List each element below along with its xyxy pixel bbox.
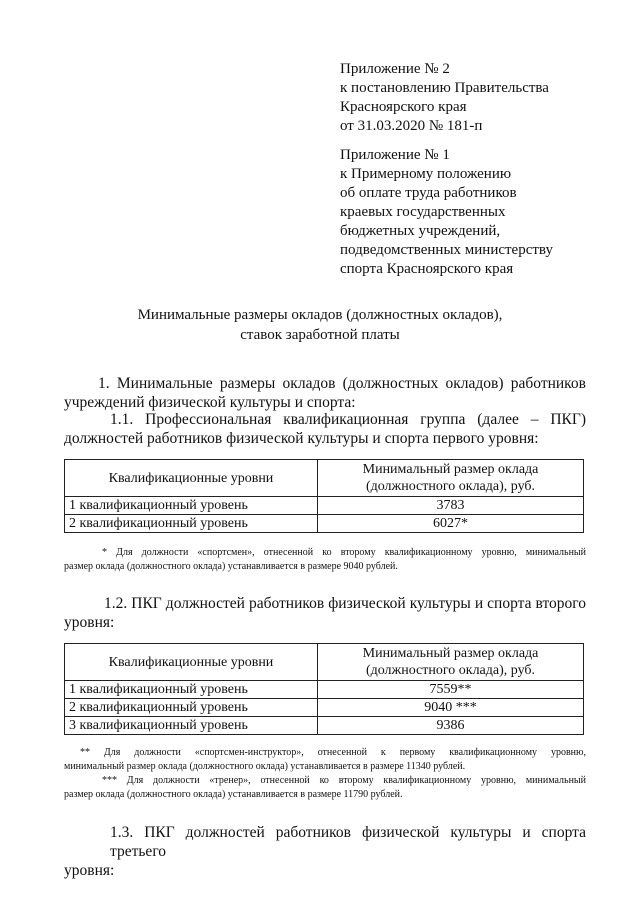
- paragraph-line: уровня:: [64, 862, 115, 879]
- title-line: ставок заработной платы: [240, 327, 400, 343]
- level-cell: 3 квалификационный уровень: [65, 717, 318, 735]
- salary-cell: 7559**: [318, 681, 584, 699]
- table-row: [65, 699, 584, 717]
- appendix-1-line: спорта Красноярского края: [340, 261, 514, 277]
- level-cell: 1 квалификационный уровень: [65, 681, 318, 699]
- header-salary-line: (должностного оклада), руб.: [365, 663, 536, 678]
- salary-table-level-2: [64, 643, 584, 735]
- appendix-1-header: [340, 146, 553, 279]
- salary-cell: 6027*: [318, 515, 584, 533]
- section-1-1-paragraph: [64, 410, 586, 448]
- table-row: [65, 681, 584, 699]
- title-line: Минимальные размеры окладов (должностных окладов),: [137, 307, 503, 323]
- appendix-2-date: от 31.03.2020 № 181-п: [340, 118, 483, 134]
- footnote-line: минимальный размер оклада (должностного оклада) устанавливается в размере 11340 рублей.: [64, 761, 466, 772]
- header-salary-line: Минимальный размер оклада: [362, 462, 539, 477]
- paragraph-line: уровня:: [64, 614, 115, 631]
- footnote-line: размер оклада (должностного оклада) устанавливается в размере 9040 рублей.: [64, 561, 398, 572]
- appendix-1-line: бюджетных учреждений,: [340, 223, 501, 239]
- footnote-line: ** Для должности «спортсмен-инструктор», отнесенной к первому квалификационному уровню,: [80, 747, 586, 758]
- appendix-1-title: Приложение № 1: [340, 147, 450, 163]
- appendix-2-title: Приложение № 2: [340, 61, 450, 77]
- salary-cell: 9386: [318, 717, 584, 735]
- paragraph-line: 1.2. ПКГ должностей работников физической культуры и спорта второго: [104, 595, 586, 612]
- paragraph-line: 1. Минимальные размеры окладов (должностных окладов) работников: [98, 375, 586, 392]
- header-level-cell: Квалификационные уровни: [65, 644, 318, 681]
- footnote-line: *** Для должности «тренер», отнесенной ко второму квалификационному уровню, минимальный: [102, 775, 586, 786]
- salary-cell: 9040 ***: [318, 699, 584, 717]
- appendix-2-line: к постановлению Правительства: [340, 80, 549, 96]
- document-title: [0, 305, 640, 345]
- table-row: [65, 717, 584, 735]
- salary-cell: 3783: [318, 497, 584, 515]
- table-header-row: [65, 644, 584, 681]
- table-row: [65, 515, 584, 533]
- table-header-row: [65, 460, 584, 497]
- level-cell: 2 квалификационный уровень: [65, 515, 318, 533]
- header-salary-cell: [318, 460, 584, 497]
- appendix-1-line: подведомственных министерству: [340, 242, 553, 258]
- appendix-1-line: к Примерному положению: [340, 166, 512, 182]
- section-1-3-paragraph: [64, 823, 586, 880]
- appendix-2-line: Красноярского края: [340, 99, 467, 115]
- appendix-1-line: об оплате труда работников: [340, 185, 517, 201]
- salary-table-level-1: [64, 459, 584, 533]
- header-salary-line: (должностного оклада), руб.: [365, 479, 536, 494]
- paragraph-line: 1.1. Профессиональная квалификационная группа (далее – ПКГ): [110, 411, 586, 428]
- footnote-2: [64, 746, 586, 802]
- level-cell: 2 квалификационный уровень: [65, 699, 318, 717]
- header-salary-line: Минимальный размер оклада: [362, 646, 539, 661]
- paragraph-line: 1.3. ПКГ должностей работников физической культуры и спорта третьего: [110, 824, 586, 860]
- header-level-cell: Квалификационные уровни: [65, 460, 318, 497]
- footnote-line: * Для должности «спортсмен», отнесенной ко второму квалификационному уровню, минимальный: [102, 547, 586, 558]
- header-salary-cell: [318, 644, 584, 681]
- footnote-line: размер оклада (должностного оклада) устанавливается в размере 11790 рублей.: [64, 789, 403, 800]
- footnote-1: [64, 546, 586, 574]
- paragraph-line: учреждений физической культуры и спорта:: [64, 394, 356, 411]
- appendix-2-header: [340, 60, 549, 136]
- appendix-1-line: краевых государственных: [340, 204, 506, 220]
- section-1-2-paragraph: [64, 594, 586, 632]
- table-row: [65, 497, 584, 515]
- level-cell: 1 квалификационный уровень: [65, 497, 318, 515]
- paragraph-line: должностей работников физической культуры и спорта первого уровня:: [64, 430, 539, 447]
- section-1-paragraph: [64, 374, 586, 412]
